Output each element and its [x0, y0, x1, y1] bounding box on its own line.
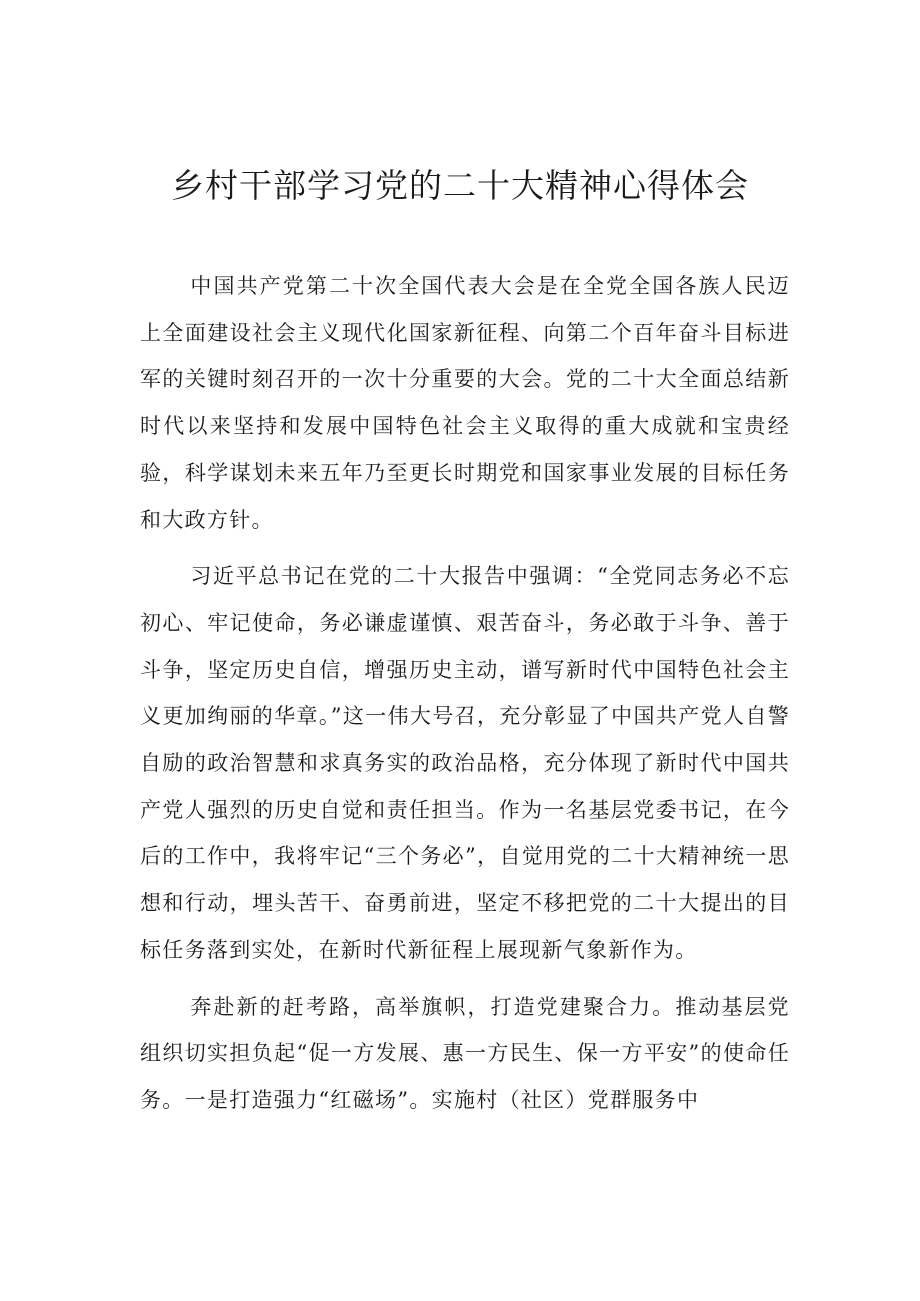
- document-body: [140, 263, 790, 1134]
- paragraph: 习近平总书记在党的二十大报告中强调：“全党同志务必不忘初心、牢记使命，务必谦虚谨慎、艰苦奋斗，务必敢于斗争、善于斗争，坚定历史自信，增强历史主动，谱写新时代中国特色社会主义更加绚丽的华章。”这一伟大号召，充分彰显了中国共产党人自警自励的政治智慧和求真务实的政治品格，充分体现了新时代中国共产党人强烈的历史自觉和责任担当。作为一名基层党委书记，在今后的工作中，我将牢记“三个务必”，自觉用党的二十大精神统一思想和行动，埋头苦干、奋勇前进，坚定不移把党的二十大提出的目标任务落到实处，在新时代新征程上展现新气象新作为。: [140, 564, 790, 962]
- paragraph: 中国共产党第二十次全国代表大会是在全党全国各族人民迈上全面建设社会主义现代化国家新征程、向第二个百年奋斗目标进军的关键时刻召开的一次十分重要的大会。党的二十大全面总结新时代以来坚持和发展中国特色社会主义取得的重大成就和宝贵经验，科学谋划未来五年乃至更长时期党和国家事业发展的目标任务和大政方针。: [140, 274, 790, 532]
- paragraph: 奔赴新的赶考路，高举旗帜，打造党建聚合力。推动基层党组织切实担负起“促一方发展、惠一方民生、保一方平安”的使命任务。一是打造强力“红磁场”。实施村（社区）党群服务中: [140, 994, 790, 1112]
- document-title: 乡村干部学习党的二十大精神心得体会: [171, 166, 749, 205]
